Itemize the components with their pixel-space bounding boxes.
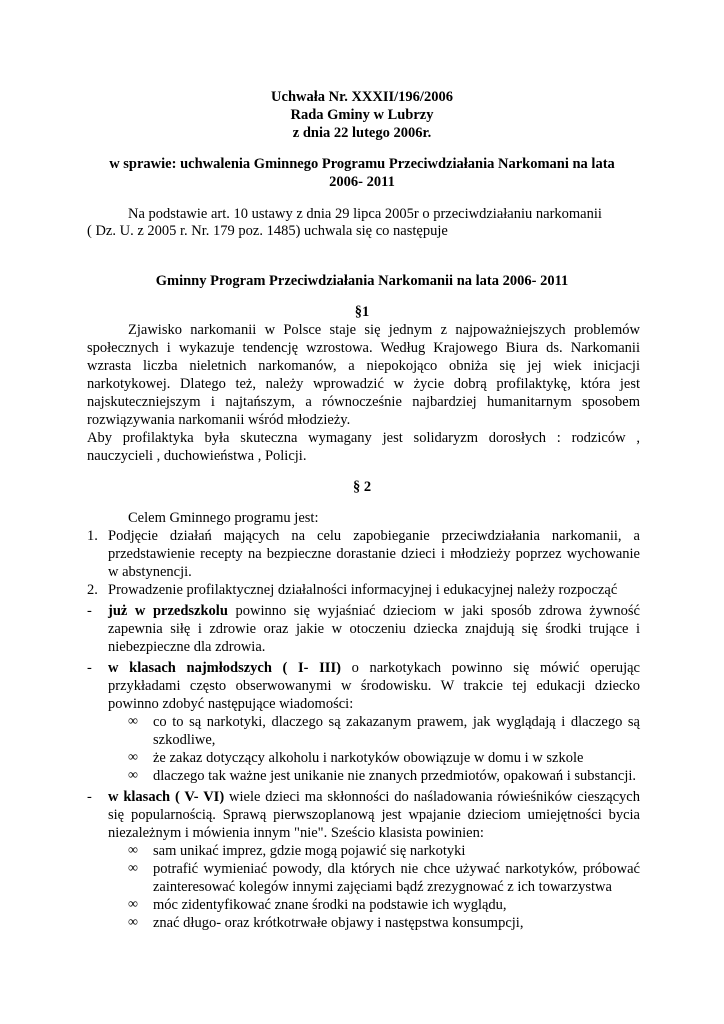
section-1-line: wzrasta liczba nieletnich narkomanów, a niepokojąco obniża się jej wiek inicjacji (87, 358, 640, 374)
bullet-line: zainteresować kolegów innymi zajęciami bądź zrezygnować z ich towarzystwa (153, 879, 612, 895)
dash-marker: - (87, 660, 92, 676)
grades-rest: wiele dzieci ma skłonności do naśladowania rówieśników cieszących (224, 789, 640, 805)
bullet-line: móc zidentyfikować znane środki na podstawie ich wyglądu, (153, 897, 507, 913)
youngest-rest: o narkotykach powinno się mówić operując (340, 660, 640, 676)
list-number: 1. (87, 528, 98, 544)
subject-line-2: 2006- 2011 (329, 174, 395, 190)
bullet-line: sam unikać imprez, gdzie mogą pojawić się narkotyki (153, 843, 466, 859)
youngest-line-1 (108, 659, 640, 677)
preschool-rest: powinno się wyjaśniać dzieciom w jaki sposób zdrowa żywność (227, 603, 640, 619)
infinity-bullet-icon: ∞ (128, 915, 138, 930)
section-1-line: najskuteczniejszym i najtańszym, a równocześnie najbardziej humanitarnym sposobem (87, 394, 640, 410)
program-title: Gminny Program Przeciwdziałania Narkomanii na lata 2006- 2011 (155, 273, 569, 289)
section-2-intro: Celem Gminnego programu jest: (128, 510, 319, 526)
section-1-line: nauczycieli , duchowieństwa , Policji. (87, 448, 307, 464)
basis-line-1: Na podstawie art. 10 ustawy z dnia 29 lipca 2005r o przeciwdziałaniu narkomanii (128, 206, 602, 222)
preschool-bold: już w przedszkolu (108, 603, 228, 619)
preschool-line-2: zapewnia siłę i zdrowie oraz jakie w otoczeniu dziecka znajdują się środki trujące i (108, 621, 640, 637)
grades-line-3: niezależnym i mówienia innym "nie". Sześcio klasista powinien: (108, 825, 484, 841)
section-1-heading: §1 (354, 304, 370, 320)
dash-marker: - (87, 603, 92, 619)
bullet-line: że zakaz dotyczący alkoholu i narkotyków obowiązuje w domu i w szkole (153, 750, 584, 766)
infinity-bullet-icon: ∞ (128, 750, 138, 765)
list-item-line: Prowadzenie profilaktycznej działalności informacyjnej i edukacyjnej należy rozpocząć (108, 582, 618, 598)
infinity-bullet-icon: ∞ (128, 861, 138, 876)
section-1-line: Zjawisko narkomanii w Polsce staje się jednym z najpoważniejszych problemów (128, 322, 640, 338)
list-item-line: przedstawienie recepty na bezpieczne dorastanie dzieci i młodzieży poprzez wychowanie (108, 546, 640, 562)
section-1-line: narkotykowej. Dlatego też, należy wprowadzić w życie dobrą profilaktykę, która jest (87, 376, 640, 392)
council-name: Rada Gminy w Lubrzy (290, 107, 434, 123)
section-2-heading: § 2 (352, 479, 372, 495)
basis-line-2: ( Dz. U. z 2005 r. Nr. 179 poz. 1485) uchwala się co następuje (87, 223, 448, 239)
infinity-bullet-icon: ∞ (128, 714, 138, 729)
list-item-line: Podjęcie działań mających na celu zapobieganie przeciwdziałania narkomanii, a (108, 528, 640, 544)
infinity-bullet-icon: ∞ (128, 843, 138, 858)
dash-marker: - (87, 789, 92, 805)
bullet-line: co to są narkotyki, dlaczego są zakazanym prawem, jak wyglądają i dlaczego są (153, 714, 640, 730)
preschool-line-3: niebezpieczne dla zdrowia. (108, 639, 266, 655)
resolution-title: Uchwała Nr. XXXII/196/2006 (271, 89, 453, 105)
youngest-line-3: powinno zdobyć następujące wiadomości: (108, 696, 354, 712)
bullet-line: znać długo- oraz krótkotrwałe objawy i następstwa konsumpcji, (153, 915, 524, 931)
youngest-bold: w klasach najmłodszych ( I- III) (108, 660, 341, 676)
youngest-line-2: przykładami często obserwowanymi w środowisku. W trakcie tej edukacji dziecko (108, 678, 640, 694)
bullet-line: szkodliwe, (153, 732, 216, 748)
subject-line-1: w sprawie: uchwalenia Gminnego Programu Przeciwdziałania Narkomani na lata (109, 156, 615, 172)
list-number: 2. (87, 582, 98, 598)
section-1-line: Aby profilaktyka była skuteczna wymagany jest solidaryzm dorosłych : rodziców , (87, 430, 640, 446)
grades-bold: w klasach ( V- VI) (108, 789, 225, 805)
bullet-line: potrafić wymieniać powody, dla których nie chce używać narkotyków, próbować (153, 861, 640, 877)
section-1-line: społecznych i wykazuje tendencję wzrostowa. Według Krajowego Biura ds. Narkomanii (87, 340, 640, 356)
preschool-line-1 (108, 602, 640, 620)
infinity-bullet-icon: ∞ (128, 768, 138, 783)
list-item-line: w abstynencji. (108, 564, 192, 580)
resolution-date: z dnia 22 lutego 2006r. (292, 125, 432, 141)
section-1-line: rozwiązywania narkomanii wśród młodzieży. (87, 412, 351, 428)
bullet-line: dlaczego tak ważne jest unikanie nie znanych przedmiotów, opakowań i substancji. (153, 768, 637, 784)
infinity-bullet-icon: ∞ (128, 897, 138, 912)
grades-line-1 (108, 788, 640, 806)
grades-line-2: się popularnością. Sprawą pierwszoplanową jest wpajanie dzieciom umiejętności bycia (108, 807, 640, 823)
